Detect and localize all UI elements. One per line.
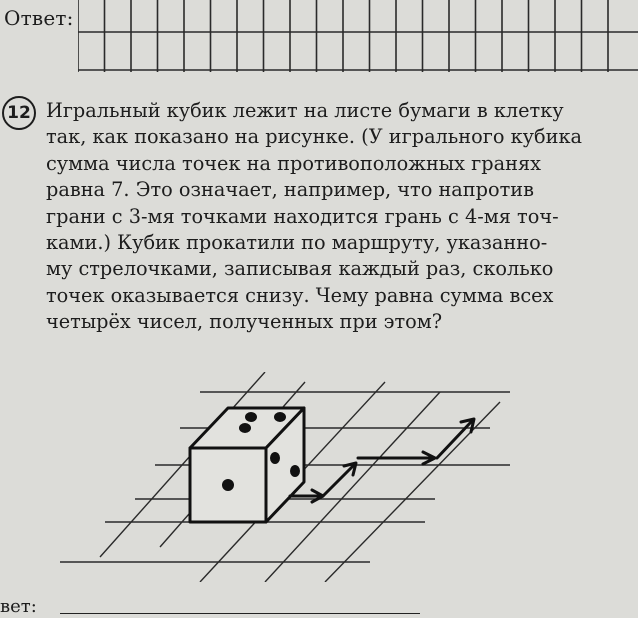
dice-dot [245, 412, 257, 422]
task-line: Игральный кубик лежит на листе бумаги в клетку [46, 99, 564, 122]
task-statement [46, 98, 626, 336]
dice-dot [290, 465, 300, 477]
answer-section-top [0, 0, 638, 72]
dice-dot [239, 423, 251, 433]
task-line: грани с 3-мя точками находится грань с 4-мя точ- [46, 204, 559, 228]
task-number-badge: 12 [2, 96, 36, 130]
task-line: сумма числа точек на противоположных гранях [46, 151, 541, 175]
grid-line [325, 402, 500, 582]
task-line: четырёх чисел, полученных при этом? [46, 310, 443, 334]
answer-line[interactable] [60, 613, 420, 614]
task-line: му стрелочками, записывая каждый раз, сколько [46, 257, 554, 281]
dice-dot [270, 452, 280, 464]
task-line: равна 7. Это означает, например, что напротив [46, 178, 534, 202]
cube-front-dots [222, 479, 234, 491]
answer-label: вет: [0, 596, 37, 617]
answer-label: Ответ: [4, 6, 74, 30]
answer-section-bottom [0, 594, 638, 618]
task-line: точек оказывается снизу. Чему равна сумма всех [46, 283, 554, 307]
route-arrows [290, 419, 474, 502]
task-line: ками.) Кубик прокатили по маршруту, указанно- [46, 231, 548, 255]
dice-dot [222, 479, 234, 491]
dice-route-figure [40, 372, 560, 582]
dice-dot [274, 412, 286, 422]
answer-grid[interactable] [78, 0, 638, 72]
task-line: так, как показано на рисунке. (У игрального кубика [46, 125, 583, 149]
